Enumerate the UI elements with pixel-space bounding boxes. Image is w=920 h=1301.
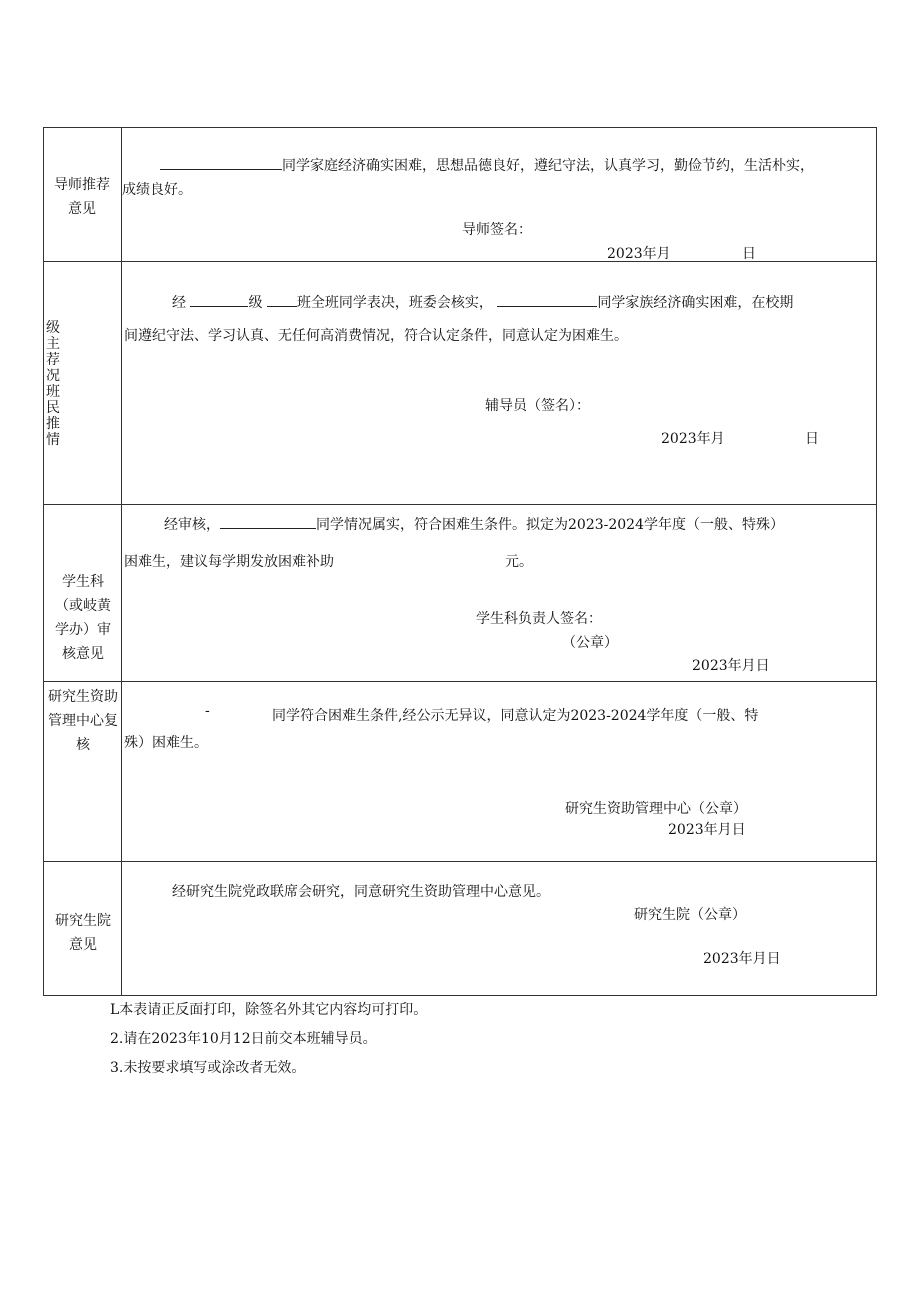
supervisor-opinion-label: 导师推荐意见: [54, 177, 110, 217]
supervisor-statement: 同学家庭经济确实困难，思想品德良好，遵纪守法，认真学习，勤俭节约，生活朴实，: [282, 158, 814, 174]
student-affairs-statement: [164, 514, 784, 534]
subsidy-unit: 元。: [505, 554, 533, 570]
table-border-right: [876, 127, 877, 996]
supervisor-date-year-month: 2023年月: [607, 246, 671, 262]
supervisor-signature-label: 导师签名：: [462, 222, 532, 238]
aid-center-statement: 同学符合困难生条件,经公示无异议，同意认定为2023-2024学年度（一般、特: [272, 708, 759, 724]
supervisor-date-day: 日: [742, 246, 756, 262]
student-name-blank[interactable]: [220, 515, 316, 529]
student-name-blank[interactable]: [160, 156, 282, 170]
graduate-school-seal: 研究生院（公章）: [634, 907, 746, 923]
graduate-school-statement: 经研究生院党政联席会研究，同意研究生资助管理中心意见。: [172, 884, 550, 900]
class-seg-family: 同学家族经济确实困难，在校期: [597, 295, 794, 311]
class-blank[interactable]: [267, 293, 297, 307]
student-name-blank[interactable]: [497, 293, 597, 307]
review-seg-conditions: 同学情况属实，符合困难生条件。拟定为2023-2024学年度（一般、特殊）: [316, 517, 784, 533]
class-statement: [172, 292, 793, 312]
student-affairs-label: 学生科（或岐黄学办）审核意见: [55, 574, 111, 662]
class-statement-line2: 间遵纪守法、学习认真、无任何高消费情况，符合认定条件，同意认定为困难生。: [124, 328, 628, 344]
row-divider: [43, 861, 877, 862]
class-seg-grade: 级: [248, 295, 263, 311]
aid-center-date: 2023年月日: [668, 822, 746, 838]
graduate-school-date: 2023年月日: [703, 951, 781, 967]
note-2: 2.请在2023年10月12日前交本班辅导员。: [110, 1031, 377, 1047]
row-divider: [43, 681, 877, 682]
counselor-signature-label: 辅导员（签名）：: [485, 398, 590, 414]
graduate-school-label: 研究生院意见: [55, 913, 111, 953]
review-seg: 经审核，: [164, 517, 220, 533]
row-divider: [43, 504, 877, 505]
column-divider: [121, 127, 122, 996]
note-3: 3.未按要求填写或涂改者无效。: [110, 1060, 306, 1076]
aid-center-statement-line2: 殊）困难生。: [124, 735, 208, 751]
class-label-col1: 级 主 荐 况: [46, 320, 60, 384]
supervisor-statement-line2: 成绩良好。: [122, 182, 192, 198]
grade-blank[interactable]: [190, 293, 248, 307]
table-border-top: [43, 127, 877, 128]
class-seg-vote: 班全班同学表决，班委会核实，: [296, 295, 493, 311]
subsidy-statement: 困难生，建议每学期发放困难补助: [124, 554, 334, 570]
aid-center-label: 研究生资助管理中心复核: [48, 689, 118, 753]
aid-center-mark: -: [205, 703, 210, 719]
class-seg-jing: 经: [172, 295, 186, 311]
aid-center-seal: 研究生资助管理中心（公章）: [565, 801, 747, 817]
supervisor-opinion-text: [160, 155, 814, 175]
table-border-left: [43, 127, 44, 996]
student-affairs-date: 2023年月日: [692, 658, 770, 674]
table-border-bottom: [43, 995, 877, 996]
note-1: L本表请正反面打印，除签名外其它内容均可打印。: [110, 1002, 428, 1018]
class-date-year-month: 2023年月: [661, 431, 725, 447]
student-affairs-signature-label: 学生科负责人签名：: [476, 611, 602, 627]
class-date-day: 日: [805, 431, 819, 447]
student-affairs-seal: （公章）: [562, 635, 618, 651]
class-label-col2: 班 民 推 情: [46, 384, 60, 448]
